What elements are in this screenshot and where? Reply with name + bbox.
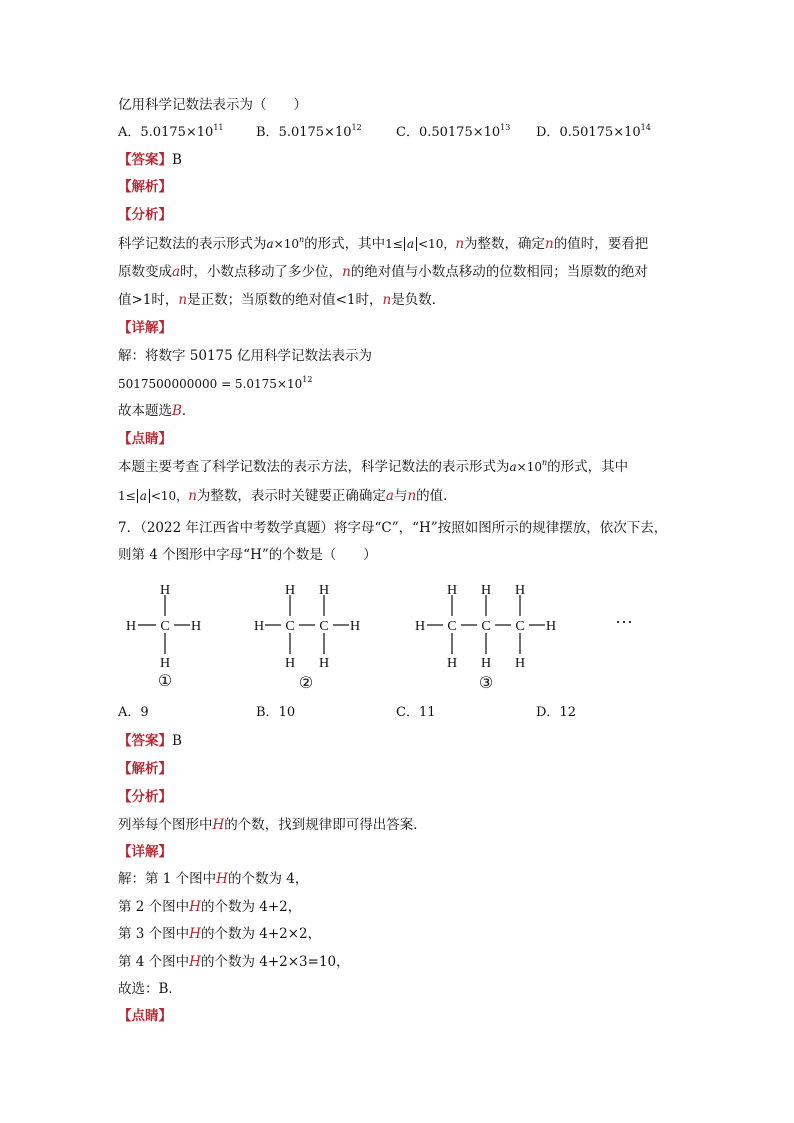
fig3-c-3: C [515,619,525,634]
q7-choose: 故选：B． [118,981,182,997]
q7-dianjing-tag: 【点睛】 [118,1008,172,1024]
q6-jiexi-tag: 【解析】 [118,179,172,195]
q6-xiangjie-conclusion: 故本题选B． [118,403,196,419]
q7-stem-line-2: 则第 4 个图形中字母“H”的个数是（ ） [118,547,377,563]
fig1-h-bottom: H [159,656,171,671]
q6-option-b[interactable]: B．$5.0175\times 10^{12}$ [256,123,362,140]
fig1-h-right: H [190,619,202,634]
fig2-label: ② [298,675,314,692]
q6-xiangjie-line-1: 解：将数字 50175 亿用科学记数法表示为 [118,348,373,364]
fig3-h-right: H [545,619,557,634]
fig3-c-1: C [447,619,457,634]
q6-fenxi-line-3: 值>1时，n是正数；当原数的绝对值<1时，n是负数． [118,292,446,308]
fig2-h-right: H [349,619,361,634]
fig3-h-top-3: H [514,583,526,598]
q7-xiangjie-tag: 【详解】 [118,844,172,860]
fig3-h-bottom-3: H [514,656,526,671]
fig2-c-2: C [319,619,329,634]
q6-answer: 【答案】B [118,152,182,168]
q6-xiangjie-tag: 【详解】 [118,320,172,336]
q6-fenxi-tag: 【分析】 [118,207,172,223]
fig3-label: ③ [478,675,494,692]
q6-dianjing-tag: 【点睛】 [118,431,172,447]
fig3-h-bottom-1: H [446,656,458,671]
q7-step-2: 第 2 个图中H的个数为 4+2， [118,899,302,915]
q7-step-4: 第 4 个图中H的个数为 4+2×3=10， [118,954,350,970]
q6-option-c[interactable]: C．$0.50175\times 10^{13}$ [396,123,511,140]
fig2-h-top-1: H [284,583,296,598]
fig1-label: ① [157,673,173,690]
fig3-h-top-2: H [480,583,492,598]
q7-option-c[interactable]: C．11 [396,705,436,720]
q7-step-1: 解：第 1 个图中H的个数为 4， [118,871,309,887]
fig2-h-bottom-2: H [318,656,330,671]
fig1-h-left: H [125,619,137,634]
fig3-c-2: C [481,619,491,634]
fig2-h-left: H [253,619,265,634]
fig2-h-bottom-1: H [284,656,296,671]
q7-molecule-figure [0,578,794,698]
q6-stem-tail: 亿用科学记数法表示为（ ） [118,97,307,113]
fig1-h-top: H [159,583,171,598]
fig2-c-1: C [285,619,295,634]
fig-ellipsis: ··· [615,612,633,632]
q6-fenxi-line-2: 原数变成a时，小数点移动了多少位，n的绝对值与小数点移动的位数相同；当原数的绝对 [118,264,648,280]
q7-option-d[interactable]: D．12 [536,705,576,720]
q7-option-b[interactable]: B．10 [256,705,296,720]
q7-step-3: 第 3 个图中H的个数为 4+2×2， [118,926,322,942]
fig3-h-top-1: H [446,583,458,598]
fig1-c: C [160,619,170,634]
q6-xiangjie-formula: $5017500000000 = 5.0175\times 10^{12}$ [118,375,313,391]
fig3-h-left: H [414,619,426,634]
fig3-h-bottom-2: H [480,656,492,671]
q7-option-a[interactable]: A．9 [118,705,149,720]
q6-dianjing-line-2: 1≤ a <10，n为整数，表示时关键要正确确定a与n的值． [118,488,457,504]
q7-fenxi-tag: 【分析】 [118,789,172,805]
q6-dianjing-line-1: 本题主要考查了科学记数法的表示方法，科学记数法的表示形式为$a\times 10^n$的形式，其中 [118,458,629,475]
q7-answer: 【答案】B [118,733,182,749]
q6-option-d[interactable]: D．$0.50175\times 10^{14}$ [536,123,651,140]
q7-fenxi-line: 列举每个图形中H的个数，找到规律即可得出答案． [118,817,427,833]
fig2-h-top-2: H [318,583,330,598]
q6-fenxi-line-1: 科学记数法的表示形式为$a\times 10^n$的形式，其中1≤ a <10，n为整数，确定n的值时，要看把 [118,235,649,252]
q7-stem-line-1: 7．（2022 年江西省中考数学真题）将字母“C”，“H”按照如图所示的规律摆放，依次下去， [118,520,668,536]
q7-jiexi-tag: 【解析】 [118,761,172,777]
q6-option-a[interactable]: A．$5.0175\times 10^{11}$ [118,123,224,140]
